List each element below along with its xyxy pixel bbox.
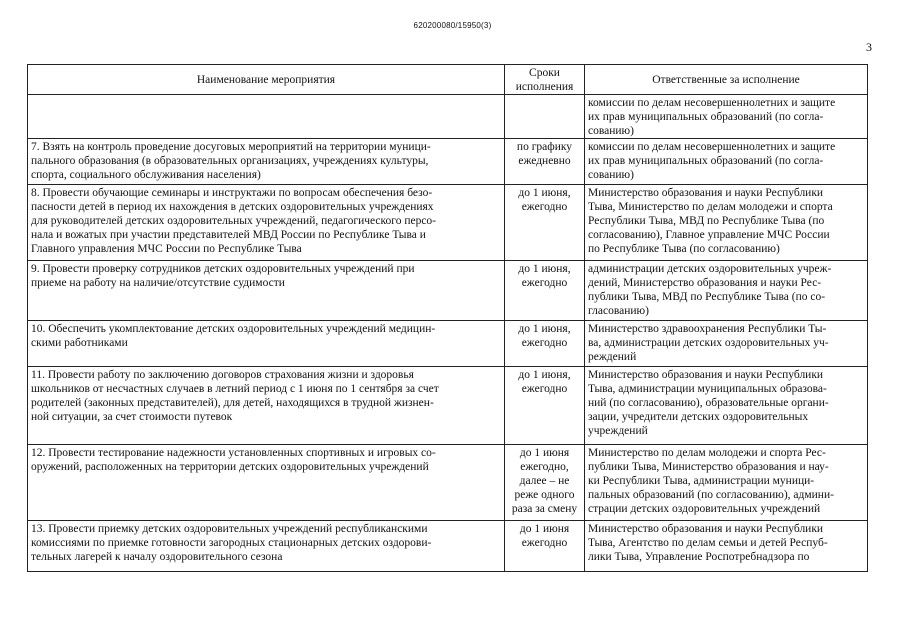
responsible-cell: Министерство образования и науки Республики Тыва, Агентство по делам семьи и детей Респуб- лики Тыва, Управление Роспотребнадзора по	[585, 521, 868, 572]
event-name-cell: 8. Провести обучающие семинары и инструктажи по вопросам обеспечения безо- пасности детей в период их нахождения в детских оздоровительных учреждениях для руководителей детских оздоровительных учреждений, педагогического персо- нала и вожатых при участии представителей МВД России по Республике Тыва и Главного управления МЧС России по Республике Тыва	[28, 185, 505, 261]
header-event-name: Наименование мероприятия	[28, 65, 505, 95]
page-number: 3	[866, 40, 872, 54]
header-term: Сроки исполнения	[505, 65, 585, 95]
term-cell: по графику ежедневно	[505, 139, 585, 185]
table-row	[28, 139, 868, 185]
event-name-cell	[28, 95, 505, 139]
events-table	[27, 64, 868, 572]
event-name-cell: 11. Провести работу по заключению договоров страхования жизни и здоровья школьников от несчастных случаев в летний период с 1 июня по 1 сентября за счет родителей (законных представителей), для детей, находящихся в трудной жизнен- ной ситуации, за счет стоимости путевок	[28, 367, 505, 445]
table-header-row	[28, 65, 868, 95]
table-row	[28, 321, 868, 367]
table-row	[28, 185, 868, 261]
event-name-cell: 7. Взять на контроль проведение досуговых мероприятий на территории муници- пального образования (в образовательных организациях, учреждениях культуры, спорта, социального обслуживания населения)	[28, 139, 505, 185]
responsible-cell: Министерство образования и науки Республики Тыва, Министерство по делам молодежи и спорта Республики Тыва, МВД по Республике Тыва (по согласованию), Главное управление МЧС России по Республике Тыва (по согласованию)	[585, 185, 868, 261]
document-id: 620200080/15950(3)	[413, 21, 492, 30]
responsible-cell: Министерство по делам молодежи и спорта Рес- публики Тыва, Министерство образования и нау- ки Республики Тыва, администрации муници- пальных образований (по согласованию), админи- страции детских оздоровительных учреждений	[585, 445, 868, 521]
term-cell: до 1 июня, ежегодно	[505, 261, 585, 321]
responsible-cell: администрации детских оздоровительных учреж- дений, Министерство образования и науки Рес- публики Тыва, МВД по Республике Тыва (по со- гласованию)	[585, 261, 868, 321]
table-row	[28, 367, 868, 445]
responsible-cell: Министерство здравоохранения Республики Ты- ва, администрации детских оздоровительных уч- реждений	[585, 321, 868, 367]
term-cell	[505, 95, 585, 139]
table-row	[28, 95, 868, 139]
event-name-cell: 9. Провести проверку сотрудников детских оздоровительных учреждений при приеме на работу на наличие/отсутствие судимости	[28, 261, 505, 321]
table-row	[28, 445, 868, 521]
header-responsible: Ответственные за исполнение	[585, 65, 868, 95]
table-row	[28, 521, 868, 572]
term-cell: до 1 июня, ежегодно	[505, 321, 585, 367]
term-cell: до 1 июня ежегодно	[505, 521, 585, 572]
term-cell: до 1 июня, ежегодно	[505, 367, 585, 445]
event-name-cell: 12. Провести тестирование надежности установленных спортивных и игровых со- оружений, расположенных на территории детских оздоровительных учреждений	[28, 445, 505, 521]
term-cell: до 1 июня ежегодно, далее – не реже одного раза за смену	[505, 445, 585, 521]
responsible-cell: Министерство образования и науки Республики Тыва, администрации муниципальных образова- ний (по согласованию), образовательные органи- зации, учредители детских оздоровительных учреждений	[585, 367, 868, 445]
event-name-cell: 13. Провести приемку детских оздоровительных учреждений республиканскими комиссиями по приемке готовности загородных стационарных детских оздорови- тельных лагерей к началу оздоровительного сезона	[28, 521, 505, 572]
responsible-cell: комиссии по делам несовершеннолетних и защите их прав муниципальных образований (по согла- сованию)	[585, 139, 868, 185]
term-cell: до 1 июня, ежегодно	[505, 185, 585, 261]
table-row	[28, 261, 868, 321]
event-name-cell: 10. Обеспечить укомплектование детских оздоровительных учреждений медицин- скими работниками	[28, 321, 505, 367]
responsible-cell: комиссии по делам несовершеннолетних и защите их прав муниципальных образований (по согла- сованию)	[585, 95, 868, 139]
